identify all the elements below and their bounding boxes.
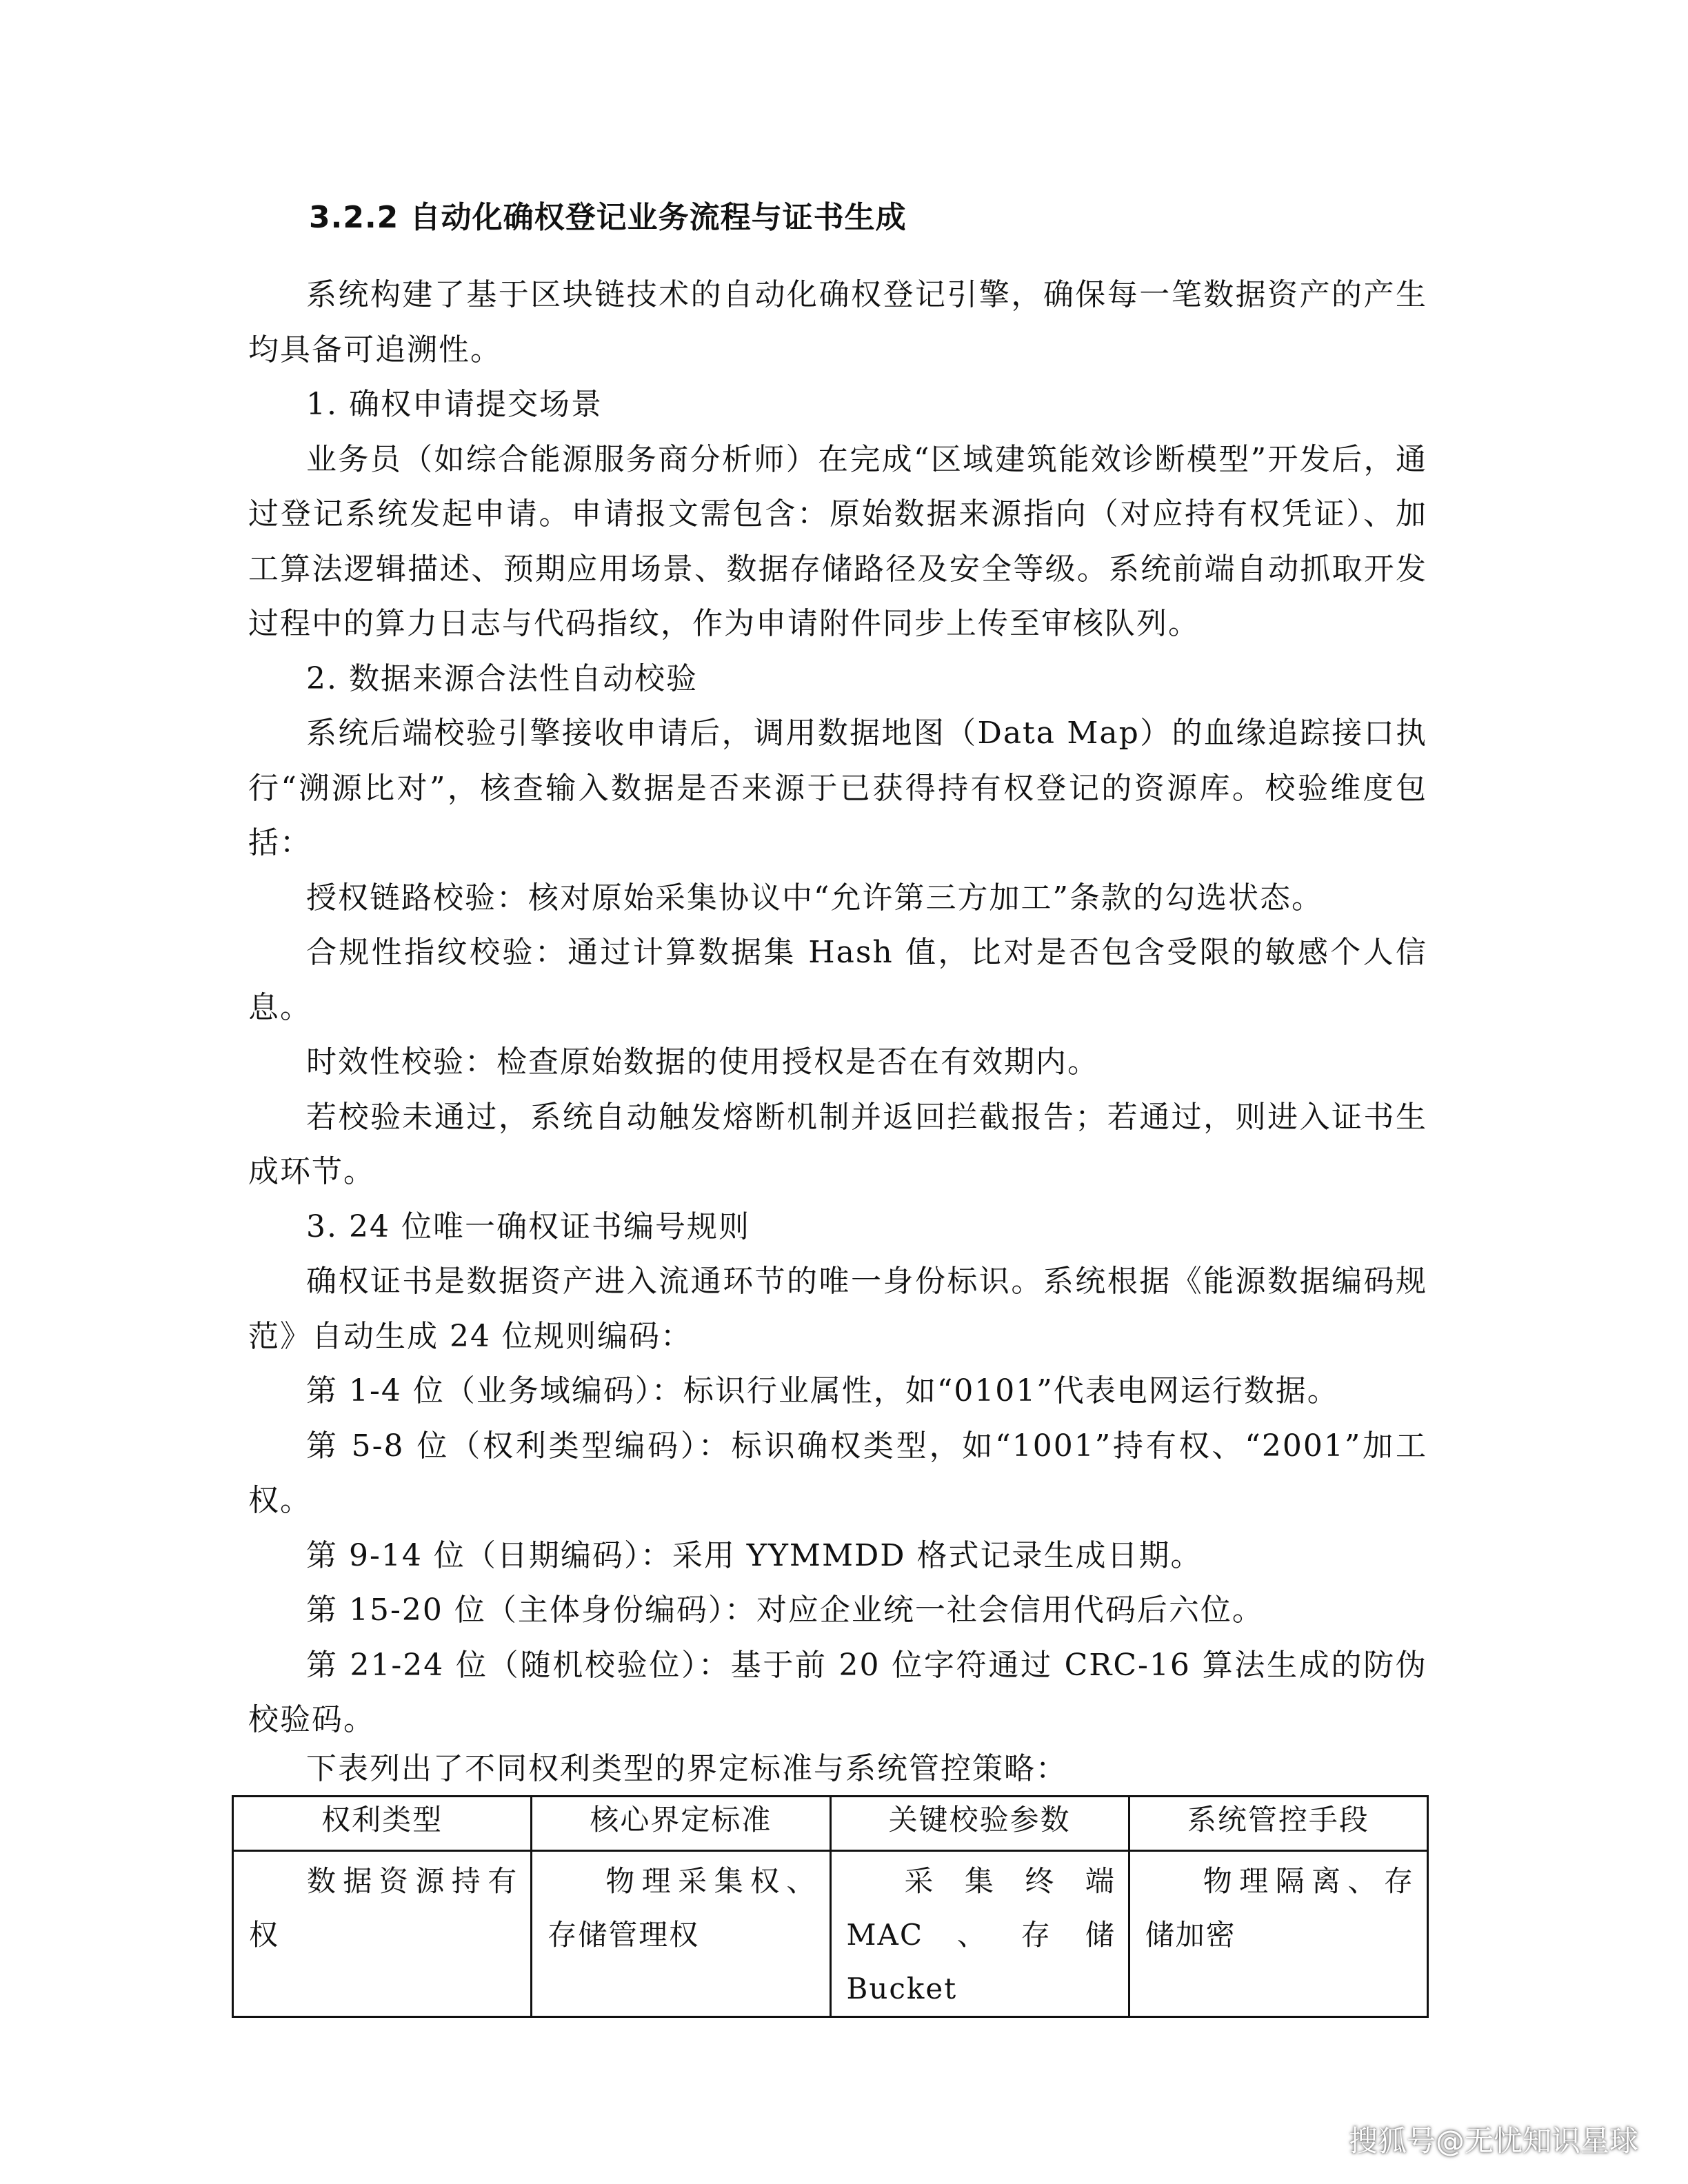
table-cell: 物理采集权、存储管理权 — [532, 1851, 830, 2017]
column-header: 权利类型 — [233, 1797, 532, 1851]
application-paragraph: 业务员（如综合能源服务商分析师）在完成“区域建筑能效诊断模型”开发后，通过登记系统发起申请。申请报文需包含：原始数据来源指向（对应持有权凭证）、加工算法逻辑描述、预期应用场景、数据存储路径及安全等级。系统前端自动抓取开发过程中的算力日志与代码指纹，作为申请附件同步上传至审核队列。 — [248, 441, 1427, 641]
item-3-heading: 3. 24 位唯一确权证书编号规则 — [306, 1209, 750, 1244]
timeliness-check: 时效性校验：检查原始数据的使用授权是否在有效期内。 — [306, 1044, 1099, 1080]
table-caption: 下表列出了不同权利类型的界定标准与系统管控策略： — [306, 1751, 1067, 1786]
item-1-heading: 1. 确权申请提交场景 — [306, 387, 603, 422]
code-rule-21-24: 第 21-24 位（随机校验位）：基于前 20 位字符通过 CRC-16 算法生成的防伪校验码。 — [248, 1647, 1427, 1737]
code-rule-1-4: 第 1-4 位（业务域编码）：标识行业属性，如“0101”代表电网运行数据。 — [306, 1373, 1339, 1408]
rights-table — [232, 1795, 1429, 2018]
body-text — [248, 267, 1427, 1748]
table-cell: 数据资源持有权 — [233, 1851, 532, 2017]
authorization-check: 授权链路校验：核对原始采集协议中“允许第三方加工”条款的勾选状态。 — [306, 880, 1323, 916]
table-cell: 采集终端MAC、存储 Bucket — [830, 1851, 1129, 2017]
column-header: 核心界定标准 — [532, 1797, 830, 1851]
intro-paragraph: 系统构建了基于区块链技术的自动化确权登记引擎，确保每一笔数据资产的产生均具备可追溯性。 — [248, 277, 1427, 367]
table-cell: 物理隔离、存储加密 — [1129, 1851, 1427, 2017]
certificate-paragraph: 确权证书是数据资产进入流通环节的唯一身份标识。系统根据《能源数据编码规范》自动生成 24 位规则编码： — [248, 1264, 1427, 1354]
item-2-heading: 2. 数据来源合法性自动校验 — [306, 660, 698, 696]
compliance-check: 合规性指纹校验：通过计算数据集 Hash 值，比对是否包含受限的敏感个人信息。 — [248, 935, 1427, 1025]
column-header: 关键校验参数 — [830, 1797, 1129, 1851]
section-heading: 3.2.2 自动化确权登记业务流程与证书生成 — [309, 200, 907, 235]
watermark: 搜狐号@无忧知识星球 — [1348, 2124, 1638, 2158]
validation-paragraph: 系统后端校验引擎接收申请后，调用数据地图（Data Map）的血缘追踪接口执行“溯源比对”，核查输入数据是否来源于已获得持有权登记的资源库。校验维度包括： — [248, 716, 1427, 860]
table-header-row — [233, 1797, 1428, 1851]
code-rule-15-20: 第 15-20 位（主体身份编码）：对应企业统一社会信用代码后六位。 — [306, 1593, 1264, 1628]
code-rule-5-8: 第 5-8 位（权利类型编码）：标识确权类型，如“1001”持有权、“2001”加工权。 — [248, 1428, 1427, 1518]
result-paragraph: 若校验未通过，系统自动触发熔断机制并返回拦截报告；若通过，则进入证书生成环节。 — [248, 1099, 1427, 1189]
code-rule-9-14: 第 9-14 位（日期编码）：采用 YYMMDD 格式记录生成日期。 — [306, 1537, 1203, 1573]
column-header: 系统管控手段 — [1129, 1797, 1427, 1851]
table-row — [233, 1851, 1428, 2017]
